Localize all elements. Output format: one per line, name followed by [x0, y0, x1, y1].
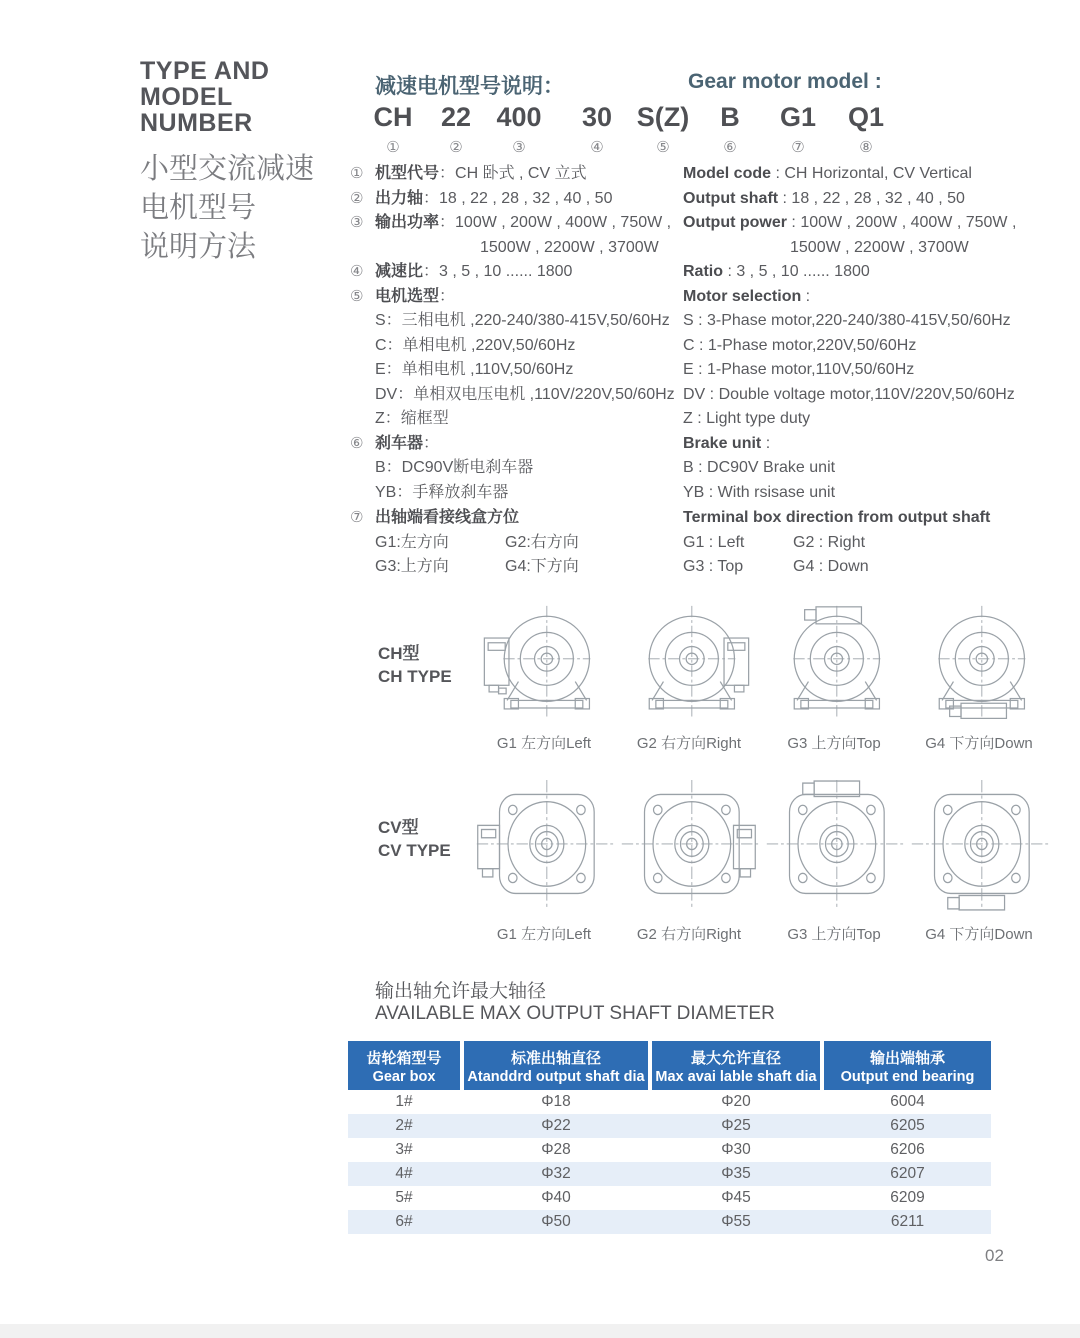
cv-motor-cell: [618, 780, 760, 944]
spec-line: [683, 187, 1080, 212]
ch-motor-diagram: [473, 604, 615, 725]
table-header-row: [348, 1041, 991, 1090]
line-value: ：: [423, 434, 440, 452]
cell-standard-dia: Φ40: [541, 1189, 571, 1206]
line-label: Ratio: [683, 263, 723, 280]
model-part-index: ①: [386, 139, 400, 156]
model-part-code: 400: [496, 102, 542, 132]
spec-line: [683, 211, 1080, 236]
terminal-direction-en: [683, 506, 990, 580]
spec-line: [683, 309, 1080, 334]
line-label: 减速比: [375, 263, 424, 280]
model-part-code: S(Z): [636, 102, 690, 132]
terminal-box-bottom-icon: [948, 896, 1005, 910]
model-part-index: ⑦: [791, 139, 805, 156]
page-title-line: NUMBER: [140, 109, 253, 137]
table-row: [348, 1090, 991, 1114]
spec-line: [683, 407, 1080, 432]
spec-line: [683, 162, 1080, 187]
terminal-option: G2 : Right: [793, 533, 866, 551]
line-value: C : 1-Phase motor,220V,50/60Hz: [683, 336, 917, 354]
table-body: [348, 1090, 991, 1234]
cell-max-dia: Φ35: [721, 1165, 751, 1182]
cell-gearbox: 6#: [395, 1213, 413, 1230]
line-value: : CH Horizontal, CV Vertical: [771, 165, 972, 182]
cell-max-dia: Φ55: [721, 1213, 751, 1230]
shaft-diameter-table: [348, 1041, 991, 1234]
cell-max-dia: Φ25: [721, 1117, 751, 1134]
model-heading-cn: 减速电机型号说明：: [375, 75, 564, 98]
spec-line: [350, 309, 685, 334]
terminal-option: G4 : Down: [793, 558, 869, 575]
cv-motor-row: [473, 780, 1073, 944]
model-part-code: 22: [440, 102, 472, 132]
header-cn: 标准出轴直径: [510, 1049, 601, 1067]
ch-motor-cell: [908, 604, 1050, 753]
model-part: [826, 102, 906, 156]
model-part-index: ②: [449, 139, 463, 156]
cv-motor-diagram: [473, 780, 615, 912]
header-en: Gear box: [372, 1068, 436, 1085]
ch-motor-diagram: [763, 604, 905, 725]
terminal-header: [683, 506, 990, 531]
spec-line: [350, 260, 685, 285]
page-subtitle-line: 说明方法: [140, 231, 257, 263]
cell-bearing: 6207: [890, 1165, 925, 1182]
line-value: 1500W , 2200W , 3700W: [480, 238, 659, 256]
model-part-index: ⑤: [656, 139, 670, 156]
cv-motor-diagram: [908, 780, 1050, 912]
table-header-max-dia: [652, 1041, 820, 1090]
line-value: ：100W , 200W , 400W , 750W ,: [439, 214, 672, 231]
header-en: Output end bearing: [840, 1068, 975, 1085]
spec-column-en: [683, 162, 1080, 505]
cell-standard-dia: Φ22: [541, 1117, 571, 1134]
model-part-index: ③: [512, 139, 526, 156]
terminal-box-left-icon: [478, 825, 500, 877]
terminal-option: G2:右方向: [505, 533, 579, 551]
cell-max-dia: Φ30: [721, 1141, 751, 1158]
cell-standard-dia: Φ50: [541, 1213, 571, 1230]
line-value: : 100W , 200W , 400W , 750W ,: [786, 214, 1017, 231]
table-row: [348, 1138, 991, 1162]
cell-max-dia: Φ45: [721, 1189, 751, 1206]
terminal-row: [683, 555, 990, 580]
terminal-option: G3 : Top: [683, 558, 744, 575]
terminal-row: [350, 555, 579, 580]
header-cn: 齿轮箱型号: [366, 1049, 442, 1067]
spec-line: [683, 260, 1080, 285]
ch-motor-diagram: [908, 604, 1050, 725]
terminal-option: G1 : Left: [683, 533, 745, 551]
terminal-box-right-icon: [724, 638, 749, 692]
spec-line: [683, 383, 1080, 408]
terminal-row: [350, 531, 579, 556]
cell-gearbox: 3#: [395, 1141, 413, 1158]
line-value: E : 1-Phase motor,110V,50/60Hz: [683, 361, 915, 378]
left-header: [140, 58, 314, 267]
ch-type-label-en: CH TYPE: [378, 667, 452, 686]
table-title-en: AVAILABLE MAX OUTPUT SHAFT DIAMETER: [375, 1003, 775, 1024]
ch-type-label-cn: CH型: [378, 644, 420, 663]
cell-bearing: 6206: [890, 1141, 925, 1158]
table-row: [348, 1186, 991, 1210]
terminal-header-label: 出轴端看接线盒方位: [375, 509, 520, 526]
line-value: 1500W , 2200W , 3700W: [790, 238, 969, 256]
cell-gearbox: 5#: [395, 1189, 413, 1206]
line-value: C：单相电机 ,220V,50/60Hz: [375, 336, 576, 354]
spec-line: [683, 334, 1080, 359]
header-cn: 输出端轴承: [869, 1049, 945, 1067]
terminal-header-label: Terminal box direction from output shaft: [683, 509, 991, 526]
terminal-box-bottom-icon: [950, 703, 1007, 718]
model-part-index: ⑧: [859, 139, 873, 156]
ch-motor-row: [473, 604, 1073, 753]
line-value: :: [761, 434, 771, 452]
terminal-direction-cn: [350, 506, 579, 580]
line-value: B：DC90V断电刹车器: [375, 459, 534, 476]
model-part-code: Q1: [847, 102, 885, 132]
spec-line: [350, 285, 685, 310]
line-label: Brake unit: [683, 434, 762, 452]
line-label: 刹车器: [375, 434, 424, 452]
table-row: [348, 1162, 991, 1186]
line-index: ⑥: [350, 434, 364, 452]
spec-line: [350, 162, 685, 187]
model-part-index: ④: [590, 139, 604, 156]
spec-line: [350, 334, 685, 359]
spec-line: [350, 432, 685, 457]
terminal-box-top-icon: [805, 607, 862, 624]
line-value: YB : With rsisase unit: [683, 483, 836, 501]
motor-caption: G3 上方向Top: [787, 735, 881, 752]
line-index: ⑤: [350, 287, 364, 305]
line-index: ④: [350, 263, 364, 280]
line-label: 输出功率: [375, 214, 440, 231]
terminal-row: [683, 531, 990, 556]
model-part-code: CH: [373, 102, 413, 132]
spec-line: [350, 236, 685, 261]
line-value: Z：缩框型: [375, 410, 449, 427]
table-title-cn: 输出轴允许最大轴径: [375, 981, 547, 1002]
line-value: DV：单相双电压电机 ,110V/220V,50/60Hz: [375, 385, 675, 403]
line-value: ：: [439, 287, 456, 305]
line-label: Motor selection: [683, 287, 802, 305]
cv-motor-cell: [473, 780, 615, 944]
spec-line: [350, 211, 685, 236]
header-en: Atanddrd output shaft dia: [467, 1068, 645, 1085]
spec-column-cn: [350, 162, 685, 505]
motor-caption: G1 左方向Left: [496, 735, 592, 752]
line-value: E：单相电机 ,110V,50/60Hz: [375, 361, 574, 378]
spec-line: [683, 236, 1080, 261]
header-cn: 最大允许直径: [690, 1049, 781, 1067]
line-label: 出力轴: [375, 189, 424, 207]
terminal-option: G4:下方向: [505, 558, 579, 575]
line-value: ：CH 卧式 , CV 立式: [439, 165, 587, 182]
spec-line: [683, 481, 1080, 506]
line-value: ：18 , 22 , 28 , 32 , 40 , 50: [423, 189, 613, 207]
page-title-line: MODEL: [140, 83, 233, 111]
table-row: [348, 1114, 991, 1138]
motor-caption: G4 下方向Down: [925, 926, 1033, 943]
cv-motor-cell: [763, 780, 905, 944]
motor-caption: G1 左方向Left: [496, 926, 592, 943]
cell-standard-dia: Φ28: [541, 1141, 571, 1158]
line-index: ⑦: [350, 509, 364, 526]
table-header-gearbox: [348, 1041, 460, 1090]
line-index: ①: [350, 165, 364, 182]
cv-motor-diagram: [618, 780, 760, 912]
cell-bearing: 6211: [890, 1213, 925, 1230]
ch-type-label: [378, 642, 452, 688]
cv-type-label-cn: CV型: [378, 818, 419, 837]
table-header-bearing: [824, 1041, 991, 1090]
cell-bearing: 6004: [890, 1093, 925, 1110]
cell-bearing: 6205: [890, 1117, 925, 1134]
cv-type-label: [378, 816, 451, 862]
model-heading-en: Gear motor model :: [688, 70, 882, 93]
line-index: ②: [350, 189, 364, 207]
motor-caption: G2 右方向Right: [636, 926, 742, 943]
line-value: S：三相电机 ,220-240/380-415V,50/60Hz: [375, 312, 670, 329]
page-subtitle: [140, 150, 314, 267]
table-header-standard-dia: [464, 1041, 648, 1090]
terminal-option: G1:左方向: [375, 533, 449, 551]
spec-line: [350, 358, 685, 383]
page-title-line: TYPE AND: [140, 57, 270, 85]
motor-caption: G2 右方向Right: [636, 735, 742, 752]
spec-line: [683, 285, 1080, 310]
ch-motor-cell: [618, 604, 760, 753]
cell-bearing: 6209: [890, 1189, 925, 1206]
line-value: : 3 , 5 , 10 ...... 1800: [723, 263, 870, 280]
page-bottom-edge: [0, 1324, 1080, 1338]
line-value: B : DC90V Brake unit: [683, 459, 836, 476]
model-part-code: 30: [581, 102, 613, 132]
cell-gearbox: 2#: [395, 1117, 413, 1134]
line-label: 电机选型: [375, 287, 440, 305]
spec-line: [683, 456, 1080, 481]
spec-line: [350, 456, 685, 481]
model-part-index: ⑥: [723, 139, 737, 156]
motor-caption: G4 下方向Down: [925, 735, 1033, 752]
terminal-box-right-icon: [733, 825, 755, 877]
cell-standard-dia: Φ32: [541, 1165, 571, 1182]
spec-line: [350, 481, 685, 506]
model-number-row: [0, 102, 1080, 162]
spec-line: [683, 358, 1080, 383]
cv-motor-diagram: [763, 780, 905, 912]
ch-motor-diagram: [618, 604, 760, 725]
spec-line: [350, 383, 685, 408]
page-subtitle-line: 电机型号: [140, 192, 257, 224]
table-row: [348, 1210, 991, 1234]
table-title: [375, 981, 775, 1025]
line-value: :: [801, 287, 811, 305]
spec-line: [350, 407, 685, 432]
terminal-header: [350, 506, 579, 531]
line-index: ③: [350, 214, 364, 231]
model-part-code: B: [720, 102, 740, 132]
terminal-option: G3:上方向: [375, 558, 449, 575]
line-value: ：3 , 5 , 10 ...... 1800: [423, 263, 573, 280]
line-value: Z : Light type duty: [683, 410, 811, 427]
line-value: S : 3-Phase motor,220-240/380-415V,50/60Hz: [683, 312, 1011, 329]
line-label: Output shaft: [683, 189, 779, 207]
cell-standard-dia: Φ18: [541, 1093, 571, 1110]
cell-gearbox: 1#: [395, 1093, 413, 1110]
cv-motor-cell: [908, 780, 1050, 944]
ch-motor-cell: [763, 604, 905, 753]
page-subtitle-line: 小型交流减速: [140, 153, 315, 185]
header-en: Max avai lable shaft dia: [655, 1068, 817, 1085]
cell-gearbox: 4#: [395, 1165, 413, 1182]
line-label: Output power: [683, 214, 787, 231]
ch-motor-cell: [473, 604, 615, 753]
spec-line: [350, 187, 685, 212]
motor-caption: G3 上方向Top: [787, 926, 881, 943]
spec-line: [683, 432, 1080, 457]
line-value: YB：手释放刹车器: [375, 483, 509, 501]
line-value: DV : Double voltage motor,110V/220V,50/60Hz: [683, 385, 1015, 403]
page-number: 02: [985, 1246, 1004, 1265]
cv-type-label-en: CV TYPE: [378, 841, 451, 860]
line-label: Model code: [683, 165, 772, 182]
model-part: [479, 102, 559, 156]
cell-max-dia: Φ20: [721, 1093, 751, 1110]
line-label: 机型代号: [375, 165, 440, 182]
line-value: : 18 , 22 , 28 , 32 , 40 , 50: [778, 189, 965, 207]
model-part-code: G1: [779, 102, 817, 132]
